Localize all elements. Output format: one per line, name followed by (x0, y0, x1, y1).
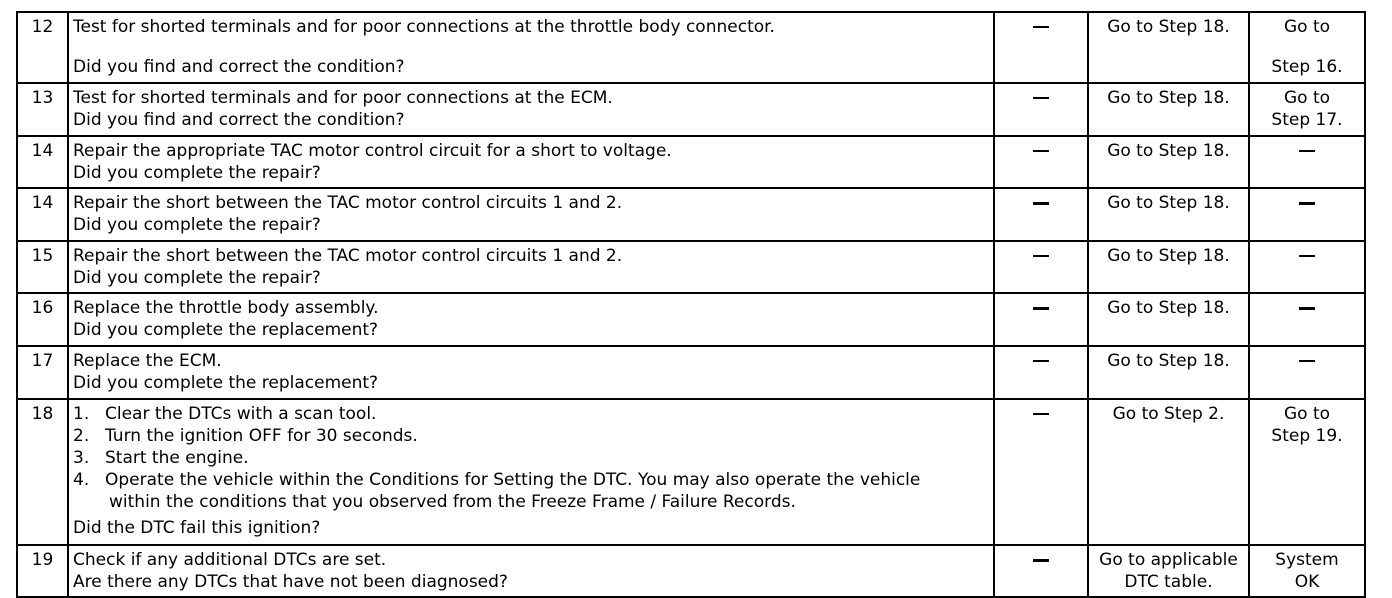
no-text: Step 16. (1271, 57, 1343, 77)
step-no (1249, 399, 1365, 545)
action-question: Did you complete the repair? (73, 268, 321, 288)
step-yes (1088, 136, 1249, 188)
table-row (17, 136, 1365, 188)
step-number: 14 (17, 188, 68, 241)
yes-text: Go to Step 18. (1107, 193, 1230, 213)
step-no (1249, 188, 1365, 241)
step-yes (1088, 188, 1249, 241)
dash-mark (1299, 255, 1315, 257)
table-row (17, 399, 1365, 545)
action-question: Did you find and correct the condition? (73, 57, 405, 77)
substep-item: 4. Operate the vehicle within the Conditions for Setting the DTC. You may also operate the vehicle within the conditions that you observed from the Freeze Frame / Failure Records. (73, 470, 921, 512)
step-number: 12 (17, 12, 68, 83)
step-no (1249, 136, 1365, 188)
step-value (994, 136, 1088, 188)
step-no (1249, 346, 1365, 399)
no-text: Go to (1283, 17, 1331, 37)
step-action (68, 83, 994, 136)
table-row (17, 241, 1365, 293)
dash-mark (1033, 307, 1049, 310)
action-question: Did you complete the replacement? (73, 373, 379, 393)
action-question: Did you find and correct the condition? (73, 110, 405, 130)
no-text: Step 19. (1271, 426, 1343, 446)
step-action (68, 12, 994, 83)
substep-item: 3. Start the engine. (73, 448, 249, 468)
step-action (68, 346, 994, 399)
action-line: Check if any additional DTCs are set. (73, 550, 387, 570)
yes-text: Go to Step 2. (1112, 404, 1225, 424)
dash-mark (1033, 150, 1049, 152)
step-value (994, 293, 1088, 346)
step-number: 15 (17, 241, 68, 293)
dash-mark (1033, 255, 1049, 257)
action-line: Repair the short between the TAC motor control circuits 1 and 2. (73, 193, 623, 213)
table-row (17, 83, 1365, 136)
step-value (994, 545, 1088, 597)
yes-text: Go to Step 18. (1107, 351, 1230, 371)
dash-mark (1033, 26, 1049, 28)
action-question: Did you complete the repair? (73, 163, 321, 183)
table-row (17, 12, 1365, 83)
table-row (17, 545, 1365, 597)
step-action (68, 545, 994, 597)
action-line: Test for shorted terminals and for poor connections at the throttle body connector. (73, 17, 775, 37)
step-number: 18 (17, 399, 68, 545)
action-question: Did the DTC fail this ignition? (73, 518, 321, 538)
no-text: OK (1294, 572, 1320, 592)
table-row (17, 188, 1365, 241)
step-yes (1088, 545, 1249, 597)
substep-list (73, 403, 989, 513)
step-action (68, 136, 994, 188)
dash-mark (1033, 97, 1049, 99)
step-number: 14 (17, 136, 68, 188)
step-no (1249, 12, 1365, 83)
step-yes (1088, 346, 1249, 399)
action-line: Test for shorted terminals and for poor connections at the ECM. (73, 88, 613, 108)
action-line: Replace the throttle body assembly. (73, 298, 379, 318)
no-text: Step 17. (1271, 110, 1343, 130)
dash-mark (1033, 413, 1049, 415)
step-action (68, 241, 994, 293)
yes-text: Go to Step 18. (1107, 141, 1230, 161)
no-text: Go to (1283, 404, 1331, 424)
step-action (68, 293, 994, 346)
step-value (994, 346, 1088, 399)
action-question: Did you complete the replacement? (73, 320, 379, 340)
substep-item: 2. Turn the ignition OFF for 30 seconds. (73, 426, 418, 446)
action-question: Did you complete the repair? (73, 215, 321, 235)
action-line: Repair the short between the TAC motor control circuits 1 and 2. (73, 246, 623, 266)
yes-text: Go to Step 18. (1107, 88, 1230, 108)
dash-mark (1033, 360, 1049, 362)
step-yes (1088, 83, 1249, 136)
step-action (68, 188, 994, 241)
table-row (17, 346, 1365, 399)
step-number: 19 (17, 545, 68, 597)
action-question: Are there any DTCs that have not been diagnosed? (73, 572, 508, 592)
dash-mark (1299, 360, 1315, 362)
step-number: 13 (17, 83, 68, 136)
step-yes (1088, 399, 1249, 545)
dash-mark (1299, 150, 1315, 152)
step-action (68, 399, 994, 545)
dash-mark (1299, 307, 1315, 310)
dash-mark (1033, 559, 1049, 562)
yes-text: Go to applicable (1099, 550, 1238, 570)
yes-text: Go to Step 18. (1107, 17, 1230, 37)
step-value (994, 241, 1088, 293)
step-value (994, 188, 1088, 241)
step-yes (1088, 241, 1249, 293)
yes-text: Go to Step 18. (1107, 246, 1230, 266)
table-row (17, 293, 1365, 346)
no-text: Go to (1283, 88, 1331, 108)
step-no (1249, 545, 1365, 597)
step-value (994, 83, 1088, 136)
step-yes (1088, 293, 1249, 346)
dash-mark (1033, 202, 1049, 205)
step-value (994, 399, 1088, 545)
step-no (1249, 293, 1365, 346)
action-line: Replace the ECM. (73, 351, 222, 371)
diagnostic-steps-table (16, 11, 1366, 598)
step-no (1249, 241, 1365, 293)
step-no (1249, 83, 1365, 136)
yes-text: DTC table. (1124, 572, 1213, 592)
step-number: 16 (17, 293, 68, 346)
dash-mark (1299, 202, 1315, 205)
step-value (994, 12, 1088, 83)
yes-text: Go to Step 18. (1107, 298, 1230, 318)
substep-item: 1. Clear the DTCs with a scan tool. (73, 404, 377, 424)
step-number: 17 (17, 346, 68, 399)
no-text: System (1275, 550, 1339, 570)
step-yes (1088, 12, 1249, 83)
action-line: Repair the appropriate TAC motor control circuit for a short to voltage. (73, 141, 672, 161)
